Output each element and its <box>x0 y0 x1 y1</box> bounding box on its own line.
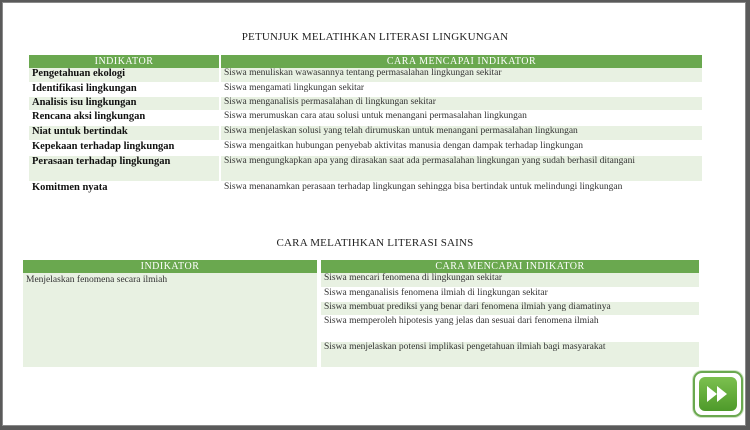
indicator-cell: Niat untuk bertindak <box>29 125 220 140</box>
table-row <box>29 68 702 82</box>
indicator-cell: Kepekaan terhadap lingkungan <box>29 140 220 155</box>
table-row <box>29 110 702 125</box>
indicator-cell: Perasaan terhadap lingkungan <box>29 155 220 181</box>
literasi-sains-table <box>23 260 699 368</box>
method-cell: Siswa mengaitkan hubungan penyebab aktivitas manusia dengan dampak terhadap lingkungan <box>220 140 702 155</box>
header-indikator: INDIKATOR <box>29 55 220 68</box>
method-cell: Siswa mencari fenomena di lingkungan sekitar <box>319 273 699 287</box>
indicator-cell: Rencana aksi lingkungan <box>29 110 220 125</box>
method-cell: Siswa mengungkapkan apa yang dirasakan saat ada permasalahan lingkungan yang sudah berhasil ditangani <box>220 155 702 181</box>
table-row <box>29 82 702 96</box>
table-header <box>29 55 702 68</box>
fast-forward-icon <box>705 384 731 404</box>
method-cell: Siswa menganalisis fenomena ilmiah di lingkungan sekitar <box>319 287 699 301</box>
next-button[interactable] <box>693 371 743 417</box>
literasi-lingkungan-table <box>29 55 702 208</box>
method-cell: Siswa menganalisis permasalahan di lingkungan sekitar <box>220 96 702 110</box>
header-cara: CARA MENCAPAI INDIKATOR <box>319 260 699 273</box>
indicator-cell: Identifikasi lingkungan <box>29 82 220 96</box>
indicator-cell: Pengetahuan ekologi <box>29 68 220 82</box>
section2-title: CARA MELATIHKAN LITERASI SAINS <box>276 237 474 249</box>
indicator-cell: Analisis isu lingkungan <box>29 96 220 110</box>
method-cell: Siswa menuliskan wawasannya tentang permasalahan lingkungan sekitar <box>220 68 702 82</box>
indicator-cell: Menjelaskan fenomena secara ilmiah <box>23 273 319 367</box>
table-row <box>29 155 702 181</box>
method-cell: Siswa menjelaskan potensi implikasi pengetahuan ilmiah bagi masyarakat <box>319 341 699 367</box>
table-row <box>29 181 702 207</box>
table-header <box>23 260 699 273</box>
header-cara: CARA MENCAPAI INDIKATOR <box>220 55 702 68</box>
method-cell: Siswa memperoleh hipotesis yang jelas dan sesuai dari fenomena ilmiah <box>319 315 699 341</box>
next-button-face <box>699 377 737 411</box>
indicator-cell: Komitmen nyata <box>29 181 220 207</box>
table-row <box>29 140 702 155</box>
section1-title: PETUNJUK MELATIHKAN LITERASI LINGKUNGAN <box>241 31 509 43</box>
method-cell: Siswa mengamati lingkungan sekitar <box>220 82 702 96</box>
slide <box>2 2 746 426</box>
table-row <box>29 96 702 110</box>
table-row <box>23 273 699 287</box>
table-row <box>29 125 702 140</box>
method-cell: Siswa membuat prediksi yang benar dari fenomena ilmiah yang diamatinya <box>319 301 699 315</box>
method-cell: Siswa merumuskan cara atau solusi untuk menangani permasalahan lingkungan <box>220 110 702 125</box>
header-indikator: INDIKATOR <box>23 260 319 273</box>
method-cell: Siswa menjelaskan solusi yang telah dirumuskan untuk menangani permasalahan lingkungan <box>220 125 702 140</box>
method-cell: Siswa menanamkan perasaan terhadap lingkungan sehingga bisa bertindak untuk melindungi lingkungan <box>220 181 702 207</box>
